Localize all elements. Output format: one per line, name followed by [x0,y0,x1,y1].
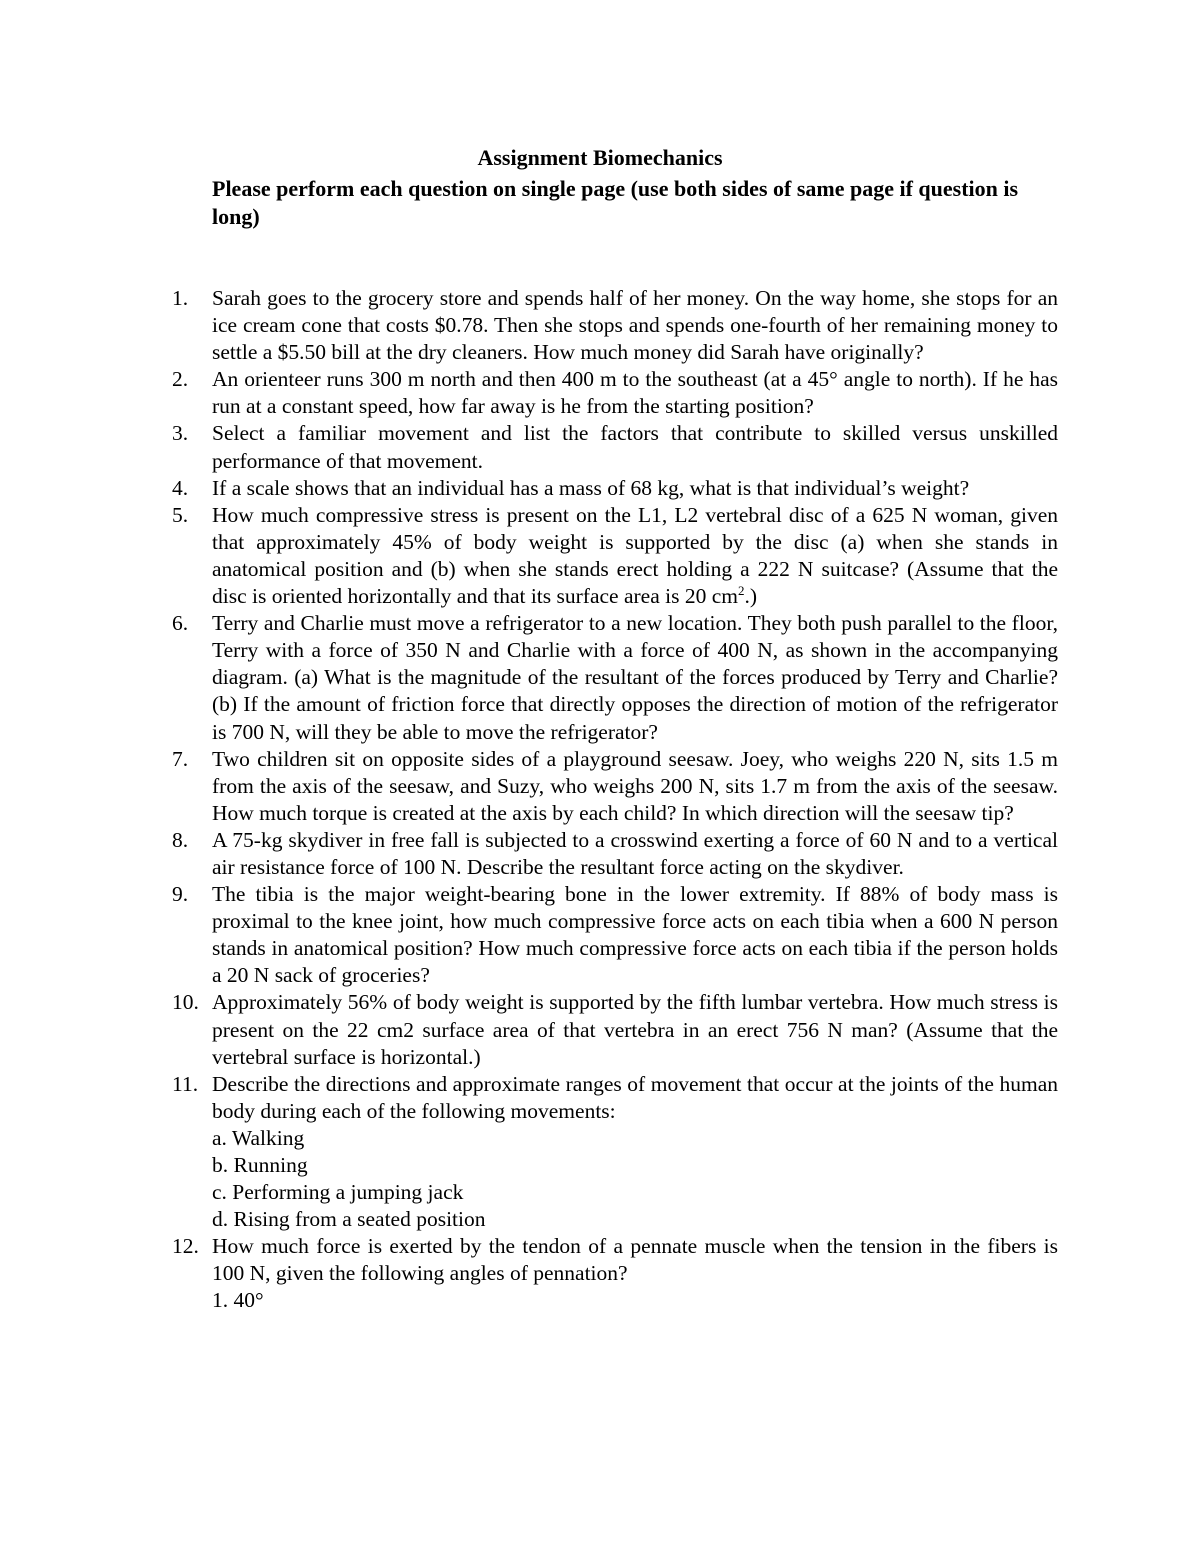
question-item [172,420,1058,474]
question-text: Select a familiar movement and list the factors that contribute to skilled versus unskilled performance of that movement. [212,421,1058,473]
question-text: Two children sit on opposite sides of a playground seesaw. Joey, who weighs 220 N, sits 1.5 m from the axis of the seesaw, and Suzy, who weighs 200 N, sits 1.7 m from the axis of the seesaw. How much torque is created at the axis by each child? In which direction will the seesaw tip? [212,746,1058,825]
question-number: 9. [172,882,189,907]
question-item [172,1233,1058,1314]
question-item [172,746,1058,827]
sub-item: a. Walking [212,1125,305,1150]
document-title: Assignment Biomechanics [477,145,723,170]
question-number: 2. [172,367,189,392]
question-text: Sarah goes to the grocery store and spends half of her money. On the way home, she stops for an ice cream cone that costs $0.78. Then she stops and spends one-fourth of her remaining money to settle a $5.50 bill at the dry cleaners. How much money did Sarah have originally? [212,286,1058,365]
question-number: 7. [172,746,189,771]
question-item [172,610,1058,745]
question-number: 12. [172,1234,199,1259]
question-text-end: .) [744,584,758,609]
question-text: Terry and Charlie must move a refrigerator to a new location. They both push parallel to the floor, Terry with a force of 350 N and Charlie with a force of 400 N, as shown in the accompanying diagram. (a) What is the magnitude of the resultant of the forces produced by Terry and Charlie? (b) If the amount of friction force that directly opposes the direction of motion of the refrigerator is 700 N, will they be able to move the refrigerator? [212,611,1058,744]
question-item [172,989,1058,1070]
question-number: 8. [172,827,189,852]
question-number: 4. [172,475,189,500]
sub-item: d. Rising from a seated position [212,1207,486,1232]
question-text: How much compressive stress is present on the L1, L2 vertebral disc of a 625 N woman, given that approximately 45% of body weight is supported by the disc (a) when she stands in anatomical position and (b) when she stands erect holding a 222 N suitcase? (Assume that the disc is oriented horizontally and that its surface area is 20 cm [212,502,1058,609]
question-item [172,285,1058,366]
question-text: A 75-kg skydiver in free fall is subjected to a crosswind exerting a force of 60 N and to a vertical air resistance force of 100 N. Describe the resultant force acting on the skydiver. [212,827,1058,879]
superscript: 2 [737,582,745,598]
question-text: Approximately 56% of body weight is supported by the fifth lumbar vertebra. How much stress is present on the 22 cm2 surface area of that vertebra in an erect 756 N man? (Assume that the vertebral surface is horizontal.) [212,990,1058,1069]
question-text: The tibia is the major weight-bearing bone in the lower extremity. If 88% of body mass is proximal to the knee joint, how much compressive force acts on each tibia when a 600 N person stands in anatomical position? How much compressive force acts on each tibia if the person holds a 20 N sack of groceries? [212,882,1058,988]
question-number: 11. [172,1071,199,1096]
question-number: 6. [172,611,189,636]
question-item [172,366,1058,420]
question-item [172,1071,1058,1234]
question-number: 5. [172,502,189,527]
question-text: An orienteer runs 300 m north and then 400 m to the southeast (at a 45° angle to north). If he has run at a constant speed, how far away is he from the starting position? [212,367,1058,419]
question-text: If a scale shows that an individual has a mass of 68 kg, what is that individual’s weight? [212,475,970,500]
instructions: Please perform each question on single page (use both sides of same page if question is long) [212,176,1019,229]
question-item [172,827,1058,881]
question-item [172,881,1058,989]
question-item [172,502,1058,610]
question-text: How much force is exerted by the tendon of a pennate muscle when the tension in the fibers is 100 N, given the following angles of pennation? [212,1234,1058,1286]
sub-item: c. Performing a jumping jack [212,1180,464,1205]
question-number: 10. [172,990,199,1015]
sub-item: b. Running [212,1153,308,1177]
question-item [172,475,1058,502]
question-text: Describe the directions and approximate ranges of movement that occur at the joints of the human body during each of the following movements: [212,1071,1058,1123]
question-number: 1. [172,286,189,310]
sub-item: 1. 40° [212,1288,264,1313]
question-number: 3. [172,421,189,446]
question-list [172,285,1058,1315]
